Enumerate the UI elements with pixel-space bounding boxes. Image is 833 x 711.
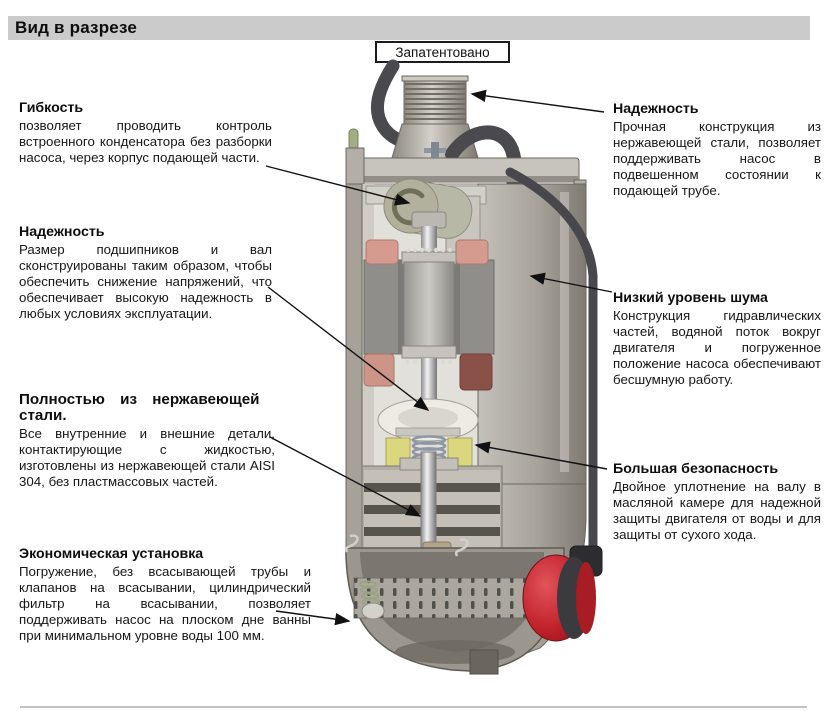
annotation-body: Конструкция гидравлических частей, водяной поток вокруг двигателя и погруженное положение насоса обеспечивают бесшумную работу. — [613, 308, 821, 387]
footer-divider — [20, 706, 807, 708]
arrow-reliability-right — [472, 94, 604, 112]
annotation-reliability-left — [19, 224, 272, 322]
annotation-heading: Большая безопасность — [613, 461, 779, 477]
annotation-safety — [613, 461, 821, 543]
patent-label: Запатентовано — [395, 44, 490, 60]
annotation-body: Прочная конструкция из нержавеющей стали, позволяет поддерживать насос в подвешенном состоянии к подающей трубе. — [613, 119, 821, 198]
annotation-heading: Полностью из нержавеющей стали. — [19, 391, 260, 424]
annotation-flexibility — [19, 100, 272, 166]
annotation-heading: Надежность — [19, 224, 105, 240]
annotation-heading: Гибкость — [19, 100, 84, 116]
annotation-body: Двойное уплотнение на валу в масляной камере для надежной защиты двигателя от воды и для защиты от сухого хода. — [613, 479, 821, 542]
annotation-heading: Экономическая установка — [19, 546, 204, 562]
annotation-economic-installation — [19, 546, 311, 644]
annotation-stainless-steel — [19, 392, 275, 490]
section-title: Вид в разрезе — [15, 18, 138, 37]
annotation-body: Все внутренние и внешние детали, контактирующие с жидкостью, изготовлены из нержавеющей стали AISI 304, без пластмассовых частей. — [19, 426, 275, 489]
annotation-heading: Низкий уровень шума — [613, 290, 768, 306]
annotation-body: позволяет проводить контроль встроенного конденсатора без разборки насоса, через корпус подающей части. — [19, 118, 272, 165]
annotation-body: Погружение, без всасывающей трубы и клапанов на всасывании, цилиндрический фильтр на всасывании, позволяет поддерживать насос на плоском дне ванны при минимальном уровне воды 100 мм. — [19, 564, 311, 643]
annotation-reliability-right — [613, 101, 821, 199]
annotation-low-noise — [613, 290, 821, 388]
annotation-body: Размер подшипников и вал сконструированы таким образом, чтобы обеспечить снижение напряжений, что обеспечивает высокую надежность в любых условиях эксплуатации. — [19, 242, 272, 321]
annotation-heading: Надежность — [613, 101, 699, 117]
